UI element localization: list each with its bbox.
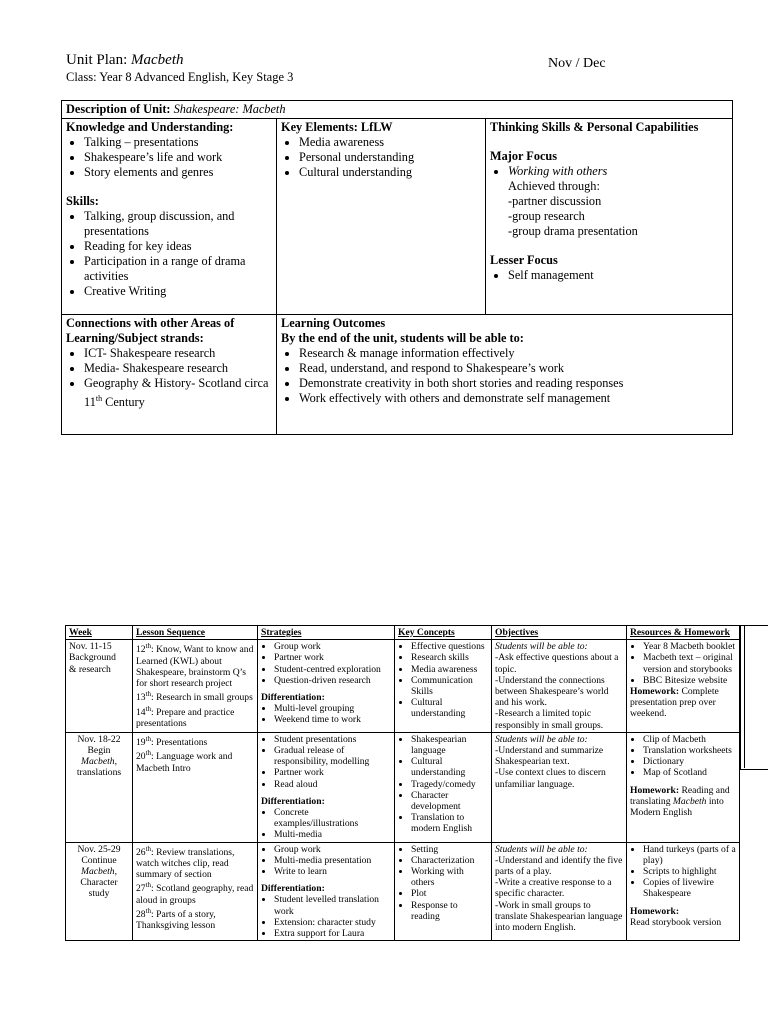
list-item: • ICT- Shakespeare research [84, 346, 272, 361]
strategies-cell: • Group work • Partner work • Student-centred exploration • Question-driven research Differentiation: • Multi-level grouping • Weekend time to work [258, 640, 395, 733]
schedule-table [65, 625, 740, 941]
concepts-cell: • Setting • Characterization • Working with others • Plot • Response to reading [395, 842, 492, 941]
list-item: • Read, understand, and respond to Shakespeare’s work [299, 361, 728, 376]
resources-cell: • Hand turkeys (parts of a play) • Scripts to highlight • Copies of livewire Shakespeare Homework: Read storybook version [627, 842, 740, 941]
list-item: • Media awareness [299, 135, 481, 150]
concepts-cell: • Shakespearian language • Cultural understanding • Tragedy/comedy • Character development • Translation to modern English [395, 732, 492, 842]
list-item: • Geography & History- Scotland circa 11th Century [84, 376, 272, 410]
list-item: • Story elements and genres [84, 165, 272, 180]
list-item: • Cultural understanding [299, 165, 481, 180]
week-cell: Nov. 25-29 Continue Macbeth, Character study [66, 842, 133, 941]
col-header: Key Concepts [395, 626, 492, 640]
week-cell: Nov. 11-15 Background & research [66, 640, 133, 733]
week-cell: Nov. 18-22 Begin Macbeth, translations [66, 732, 133, 842]
lesson-cell: 19th: Presentations 20th: Language work and Macbeth Intro [133, 732, 258, 842]
resources-cell: • Clip of Macbeth • Translation worksheets • Dictionary • Map of Scotland Homework: Reading and translating Macbeth into Modern English [627, 732, 740, 842]
col-header: Week [66, 626, 133, 640]
unit-plan-title: Unit Plan: Macbeth [66, 52, 184, 68]
unit-description-table [61, 100, 733, 435]
lesson-cell: 12th: Know, Want to know and Learned (KWL) about Shakespeare, brainstorm Q’s for short research project 13th: Research in small groups 14th: Prepare and practice presentations [133, 640, 258, 733]
col-header: Lesson Sequence [133, 626, 258, 640]
list-item: • Reading for key ideas [84, 239, 272, 254]
list-item: • Working with others [508, 164, 728, 179]
date-range: Nov / Dec [548, 56, 606, 71]
col-header: Objectives [492, 626, 627, 640]
list-item: • Participation in a range of drama activities [84, 254, 272, 284]
connections-cell: Connections with other Areas of Learning/Subject strands: • ICT- Shakespeare research • Media- Shakespeare research • Geography & History- Scotland circa 11th Century [62, 315, 277, 435]
table-row [66, 640, 740, 733]
objectives-cell: Students will be able to: -Understand and summarize Shakespearian text. -Use context clues to discern unfamiliar language. [492, 732, 627, 842]
objectives-cell: Students will be able to: -Ask effective questions about a topic. -Understand the connections between Shakespeare’s world and his work. -Research a limited topic responsibly in small groups. [492, 640, 627, 733]
concepts-cell: • Effective questions • Research skills • Media awareness • Communication Skills • Cultural understanding [395, 640, 492, 733]
strategies-cell: • Group work • Multi-media presentation • Write to learn Differentiation: • Student levelled translation work • Extension: character study • Extra support for Laura [258, 842, 395, 941]
list-item: • Talking, group discussion, and presentations [84, 209, 272, 239]
objectives-cell: Students will be able to: -Understand and identify the five parts of a play. -Write a creative response to a specific character. -Work in small groups to translate Shakespearian language into modern English. [492, 842, 627, 941]
table-edge [744, 625, 768, 768]
key-elements-cell: Key Elements: LfLW • Media awareness • Personal understanding • Cultural understanding [277, 119, 486, 315]
col-header: Strategies [258, 626, 395, 640]
list-item: • Creative Writing [84, 284, 272, 299]
table-row [66, 732, 740, 842]
list-item: • Personal understanding [299, 150, 481, 165]
lesson-cell: 26th: Review translations, watch witches clip, read summary of section 27th: Scotland geography, read aloud in groups 28th: Parts of a story, Thanksgiving lesson [133, 842, 258, 941]
class-line: Class: Year 8 Advanced English, Key Stage 3 [66, 70, 294, 84]
list-item: • Talking – presentations [84, 135, 272, 150]
list-item: • Self management [508, 268, 728, 283]
list-item: • Shakespeare’s life and work [84, 150, 272, 165]
list-item: • Work effectively with others and demonstrate self management [299, 391, 728, 406]
thinking-skills-cell: Thinking Skills & Personal Capabilities Major Focus • Working with others Achieved through: -partner discussion -group research -group drama presentation Lesser Focus • Self management [486, 119, 733, 315]
table-row [66, 842, 740, 941]
resources-cell: • Year 8 Macbeth booklet • Macbeth text – original version and storybooks • BBC Bitesize website Homework: Complete presentation prep over weekend. [627, 640, 740, 733]
col-header: Resources & Homework [627, 626, 740, 640]
learning-outcomes-cell: Learning Outcomes By the end of the unit, students will be able to: • Research & manage information effectively • Read, understand, and respond to Shakespeare’s work • Demonstrate creativity in both short stories and reading responses • Work effectively with others and demonstrate self management [277, 315, 733, 435]
strategies-cell: • Student presentations • Gradual release of responsibility, modelling • Partner work • Read aloud Differentiation: • Concrete examples/illustrations • Multi-media [258, 732, 395, 842]
list-item: • Demonstrate creativity in both short stories and reading responses [299, 376, 728, 391]
description-cell: Description of Unit: Shakespeare: Macbeth [62, 101, 733, 119]
knowledge-cell: Knowledge and Understanding: • Talking – presentations • Shakespeare’s life and work • Story elements and genres Skills: • Talking, group discussion, and presentations • Reading for key ideas • Participation in a range of drama activities • Creative Writing [62, 119, 277, 315]
list-item: • Media- Shakespeare research [84, 361, 272, 376]
list-item: • Research & manage information effectively [299, 346, 728, 361]
